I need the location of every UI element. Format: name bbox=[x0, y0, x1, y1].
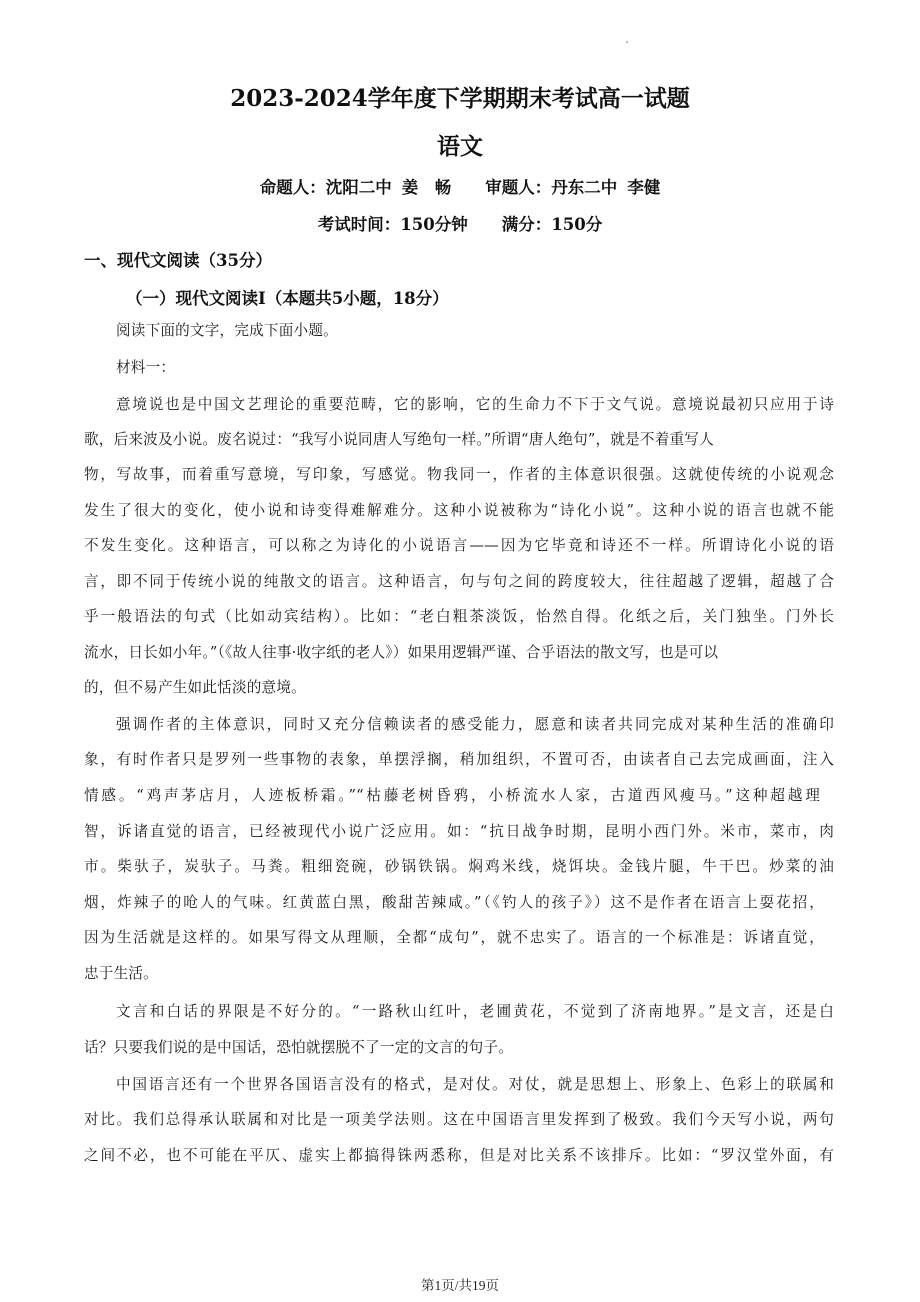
paragraph-line: 言，即不同于传统小说的纯散文的语言。这种语言，句与句之间的跨度较大，往往超越了逻辑，超越了合 bbox=[84, 573, 834, 590]
exam-title: 2023-2024学年度下学期期末考试高一试题 bbox=[230, 85, 690, 112]
reviewer-label: 审题人：丹东二中 bbox=[485, 178, 618, 197]
paragraph-line: 文言和白话的界限是不好分的。“一路秋山红叶，老圃黄花，不觉到了济南地界。”是文言，还是白 bbox=[116, 1003, 834, 1020]
scan-artifact bbox=[626, 41, 628, 43]
paragraph-line: 情感。“鸡声茅店月，人迹板桥霜。”“枯藤老树昏鸦，小桥流水人家，古道西风瘦马。”这种超越理 bbox=[84, 787, 820, 804]
instruction-text: 阅读下面的文字，完成下面小题。 bbox=[116, 322, 338, 339]
paragraph-line: 物，写故事，而着重写意境，写印象，写感觉。物我同一，作者的主体意识很强。这就使传统的小说观念 bbox=[84, 466, 834, 483]
paragraph-line: 烟，炸辣子的呛人的气味。红黄蓝白黑，酸甜苦辣咸。”（《钓人的孩子》）这不是作者在语言上耍花招， bbox=[84, 894, 824, 911]
paragraph-line: 意境说也是中国文艺理论的重要范畴，它的影响，它的生命力不下于文气说。意境说最初只应用于诗 bbox=[116, 396, 834, 413]
page-number: 第1页/共19页 bbox=[420, 1278, 499, 1293]
exam-time: 考试时间：150分钟 bbox=[317, 215, 468, 234]
paragraph-line: 对比。我们总得承认联属和对比是一项美学法则。这在中国语言里发挥到了极致。我们今天写小说，两句 bbox=[84, 1111, 834, 1128]
material-label: 材料一： bbox=[116, 359, 176, 376]
paragraph-line: 不发生变化。这种语言，可以称之为诗化的小说语言——因为它毕竟和诗还不一样。所谓诗化小说的语 bbox=[84, 537, 834, 554]
paragraph-line: 歌，后来波及小说。废名说过：“我写小说同唐人写绝句一样。”所谓“唐人绝句”，就是不着重写人 bbox=[84, 431, 714, 448]
paragraph-line: 乎一般语法的句式（比如动宾结构）。比如：“老白粗茶淡饭，怡然自得。化纸之后，关门独坐。门外长 bbox=[84, 608, 834, 625]
setter-label: 命题人：沈阳二中 bbox=[259, 178, 392, 197]
authors-line bbox=[0, 174, 920, 198]
reviewer-name: 李健 bbox=[627, 178, 661, 197]
paragraph-line: 忠于生活。 bbox=[84, 965, 158, 982]
paragraph-line: 话？只要我们说的是中国话，恐怕就摆脱不了一定的文言的句子。 bbox=[84, 1039, 514, 1056]
paragraph-line: 之间不必，也不可能在平仄、虚实上都搞得铢两悉称，但是对比关系不该排斥。比如：“罗汉堂外面，有 bbox=[84, 1147, 834, 1164]
paragraph-line: 中国语言还有一个世界各国语言没有的格式，是对仗。对仗，就是思想上、形象上、色彩上的联属和 bbox=[116, 1076, 834, 1093]
paragraph-line: 的，但不易产生如此恬淡的意境。 bbox=[84, 679, 306, 696]
paragraph-line: 流水，日长如小年。”（《故人往事·收字纸的老人》）如果用逻辑严谨、合乎语法的散文写，也是可以 bbox=[84, 644, 719, 661]
setter-name: 姜 畅 bbox=[401, 178, 452, 197]
full-score: 满分：150分 bbox=[501, 215, 603, 234]
paragraph-line: 象，有时作者只是罗列一些事物的表象，单摆浮搁，稍加组织，不置可否，由读者自己去完成画面，注入 bbox=[84, 751, 834, 768]
paragraph-line: 发生了很大的变化，使小说和诗变得难解难分。这种小说被称为“诗化小说”。这种小说的语言也就不能 bbox=[84, 502, 834, 519]
paragraph-line: 智，诉诸直觉的语言，已经被现代小说广泛应用。如：“抗日战争时期，昆明小西门外。米市，菜市，肉 bbox=[84, 823, 834, 840]
subsection-heading: （一）现代文阅读Ⅰ（本题共5小题，18分） bbox=[126, 289, 449, 308]
paragraph-line: 因为生活就是这样的。如果写得文从理顺，全都“成句”，就不忠实了。语言的一个标准是：诉诸直觉， bbox=[84, 929, 824, 946]
paragraph-line: 市。柴驮子，炭驮子。马粪。粗细瓷碗，砂锅铁锅。焖鸡米线，烧饵块。金钱片腿，牛干巴。炒菜的油 bbox=[84, 858, 834, 875]
exam-info-line bbox=[0, 211, 920, 235]
section-heading: 一、现代文阅读（35分） bbox=[84, 251, 272, 270]
paragraph-line: 强调作者的主体意识，同时又充分信赖读者的感受能力，愿意和读者共同完成对某种生活的准确印 bbox=[116, 716, 834, 733]
subject-title: 语文 bbox=[437, 133, 483, 160]
